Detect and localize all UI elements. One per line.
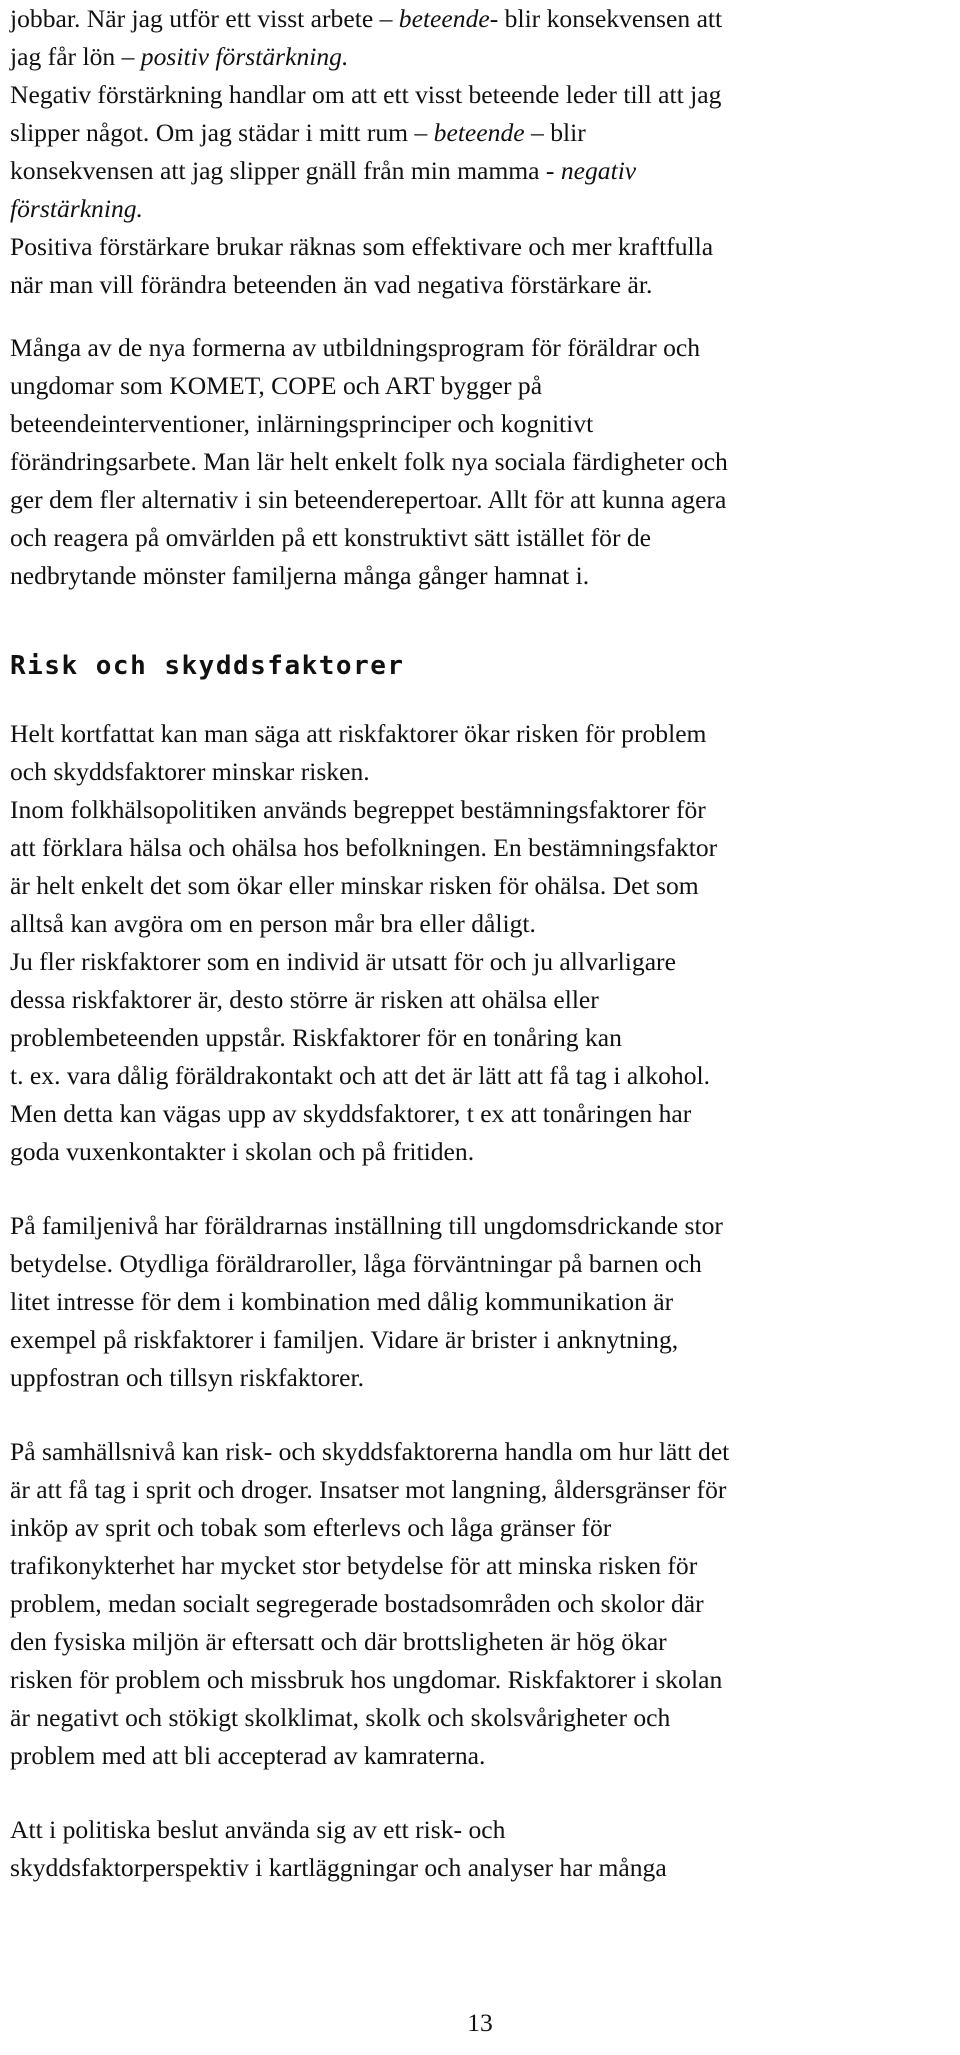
text-line: Positiva förstärkare brukar räknas som effektivare och mer kraftfulla bbox=[10, 232, 714, 261]
text-line: problem, medan socialt segregerade bostadsområden och skolor där bbox=[10, 1589, 704, 1618]
text-line: är negativt och stökigt skolklimat, skolk och skolsvårigheter och bbox=[10, 1703, 671, 1732]
text-run: slipper något. Om jag städar i mitt rum – bbox=[10, 118, 434, 147]
text-line: Många av de nya formerna av utbildningsprogram för föräldrar och bbox=[10, 333, 701, 362]
text-line: Att i politiska beslut använda sig av ett risk- och bbox=[10, 1815, 506, 1844]
text-run: - blir konsekvensen att bbox=[489, 4, 723, 33]
text-line: På samhällsnivå kan risk- och skyddsfaktorerna handla om hur lätt det bbox=[10, 1437, 730, 1466]
text-line: förändringsarbete. Man lär helt enkelt folk nya sociala färdigheter och bbox=[10, 447, 728, 476]
text-line: Helt kortfattat kan man säga att riskfaktorer ökar risken för problem bbox=[10, 719, 707, 748]
text-run: – blir bbox=[524, 118, 586, 147]
italic-term: negativ bbox=[560, 156, 637, 185]
text-line bbox=[10, 118, 586, 147]
politics-paragraph bbox=[10, 1811, 950, 1887]
text-line: exempel på riskfaktorer i familjen. Vidare är brister i anknytning, bbox=[10, 1325, 679, 1354]
text-run: jag får lön – bbox=[10, 42, 141, 71]
text-line: nedbrytande mönster familjerna många gånger hamnat i. bbox=[10, 561, 590, 590]
text-run: jobbar. När jag utför ett visst arbete – bbox=[10, 4, 399, 33]
text-line: goda vuxenkontakter i skolan och på fritiden. bbox=[10, 1137, 475, 1166]
program-paragraph bbox=[10, 329, 950, 595]
italic-term: positiv förstärkning. bbox=[140, 42, 349, 71]
text-line: betydelse. Otydliga föräldraroller, låga förväntningar på barnen och bbox=[10, 1249, 702, 1278]
text-line: Inom folkhälsopolitiken används begreppet bestämningsfaktorer för bbox=[10, 795, 706, 824]
text-line: att förklara hälsa och ohälsa hos befolkningen. En bestämningsfaktor bbox=[10, 833, 718, 862]
text-line: skyddsfaktorperspektiv i kartläggningar och analyser har många bbox=[10, 1853, 667, 1882]
intro-positive-reinforcement bbox=[10, 0, 950, 76]
text-line bbox=[10, 42, 348, 71]
text-line: alltså kan avgöra om en person mår bra eller dåligt. bbox=[10, 909, 536, 938]
document-page bbox=[10, 0, 950, 1887]
text-line: Negativ förstärkning handlar om att ett visst beteende leder till att jag bbox=[10, 80, 722, 109]
text-line: Ju fler riskfaktorer som en individ är utsatt för och ju allvarligare bbox=[10, 947, 676, 976]
text-line: t. ex. vara dålig föräldrakontakt och att det är lätt att få tag i alkohol. bbox=[10, 1061, 711, 1090]
family-paragraph bbox=[10, 1207, 950, 1397]
italic-term: förstärkning. bbox=[10, 194, 143, 223]
text-line: På familjenivå har föräldrarnas inställning till ungdomsdrickande stor bbox=[10, 1211, 723, 1240]
text-line bbox=[10, 156, 636, 185]
text-line: dessa riskfaktorer är, desto större är risken att ohälsa eller bbox=[10, 985, 599, 1014]
text-line: den fysiska miljön är eftersatt och där brottsligheten är hög ökar bbox=[10, 1627, 667, 1656]
intro-negative-reinforcement bbox=[10, 76, 950, 228]
page-number: 13 bbox=[467, 2008, 493, 2037]
intro-comparison bbox=[10, 228, 950, 304]
text-line: litet intresse för dem i kombination med dålig kommunikation är bbox=[10, 1287, 674, 1316]
italic-term: beteende bbox=[398, 4, 490, 33]
risk-paragraph bbox=[10, 715, 950, 1171]
text-line bbox=[10, 4, 722, 33]
text-line: och skyddsfaktorer minskar risken. bbox=[10, 757, 370, 786]
section-heading: Risk och skyddsfaktorer bbox=[10, 651, 405, 681]
text-line: problem med att bli accepterad av kamraterna. bbox=[10, 1741, 486, 1770]
text-line: trafikonykterhet har mycket stor betydelse för att minska risken för bbox=[10, 1551, 698, 1580]
text-line: när man vill förändra beteenden än vad negativa förstärkare är. bbox=[10, 270, 653, 299]
italic-term: beteende bbox=[433, 118, 525, 147]
text-line: inköp av sprit och tobak som efterlevs och låga gränser för bbox=[10, 1513, 612, 1542]
text-line: uppfostran och tillsyn riskfaktorer. bbox=[10, 1363, 364, 1392]
text-line: beteendeinterventioner, inlärningsprinciper och kognitivt bbox=[10, 409, 594, 438]
text-line: ungdomar som KOMET, COPE och ART bygger på bbox=[10, 371, 543, 400]
text-line: ger dem fler alternativ i sin beteenderepertoar. Allt för att kunna agera bbox=[10, 485, 727, 514]
text-run: konsekvensen att jag slipper gnäll från min mamma - bbox=[10, 156, 561, 185]
text-line: är att få tag i sprit och droger. Insatser mot langning, åldersgränser för bbox=[10, 1475, 727, 1504]
text-line: risken för problem och missbruk hos ungdomar. Riskfaktorer i skolan bbox=[10, 1665, 723, 1694]
text-line: Men detta kan vägas upp av skyddsfaktorer, t ex att tonåringen har bbox=[10, 1099, 692, 1128]
text-line: är helt enkelt det som ökar eller minskar risken för ohälsa. Det som bbox=[10, 871, 699, 900]
text-line: och reagera på omvärlden på ett konstruktivt sätt istället för de bbox=[10, 523, 652, 552]
society-paragraph bbox=[10, 1433, 950, 1775]
text-line: problembeteenden uppstår. Riskfaktorer för en tonåring kan bbox=[10, 1023, 622, 1052]
